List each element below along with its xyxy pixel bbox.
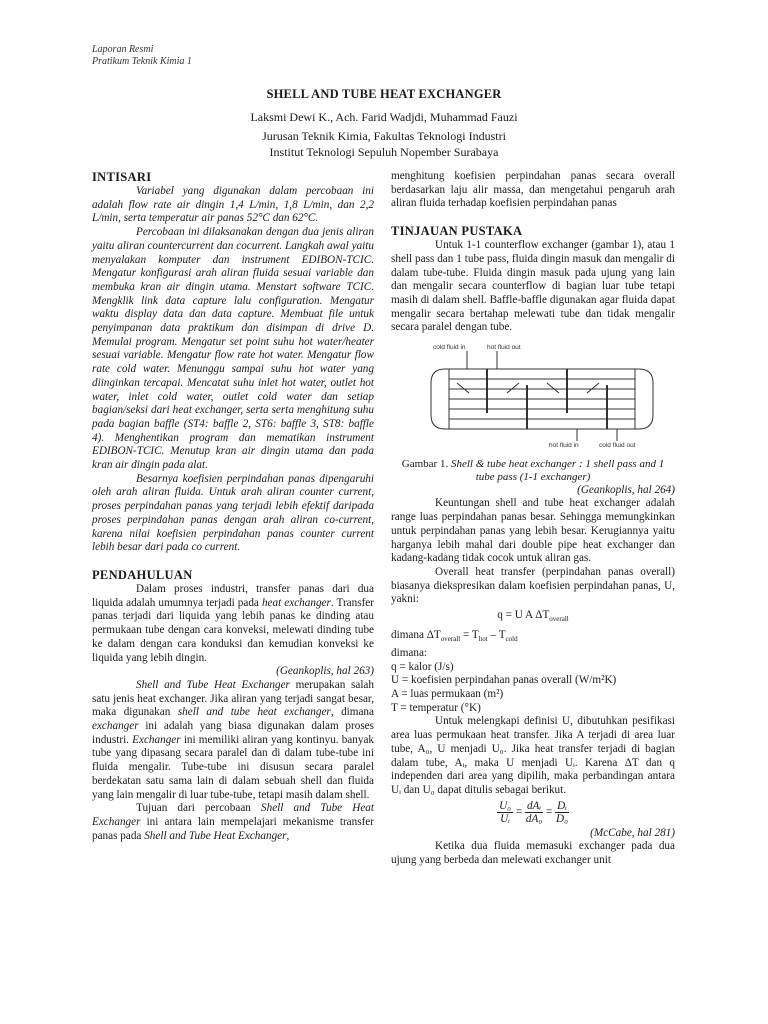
- label-hot-fluid-out: hot fluid out: [487, 344, 521, 352]
- header-line-1: Laporan Resmi: [92, 44, 154, 55]
- abstract-paragraph-1: Variabel yang digunakan dalam percobaan ini adalah flow rate air dingin 1,4 L/min, 1,8 L/min, dan 2,2 L/min, serta temperatur air panas 52°C dan 62°C.: [92, 185, 374, 225]
- intro-paragraph-2: Shell and Tube Heat Exchanger merupakan salah satu jenis heat exchanger. Jika aliran yang terjadi sangat besar, maka digunakan shell and tube heat exchanger, dimana exchanger ini adalah yang biasa digunakan dalam proses industri. Exchanger ini memiliki aliran yang kontinyu. banyak tube yang dipasang secara paralel dan di dalam tube-tube ini fluida mengalir. Tube-tube ini disusun secara paralel berdekatan satu sama lain di dalam sebuah shell dan fluida yang lain mengalir di luar tube-tube, tetapi masih dalam shell.: [92, 678, 375, 801]
- affiliation: [0, 128, 768, 160]
- running-header: [92, 44, 192, 68]
- authors: Laksmi Dewi K., Ach. Farid Wadjdi, Muhammad Fauzi: [250, 110, 518, 124]
- citation-geankoplis-264: (Geankoplis, hal 264): [577, 483, 675, 496]
- abstract-paragraph-3: Besarnya koefisien perpindahan panas dipengaruhi oleh arah aliran fluida. Untuk arah aliran counter current, proses perpindahan panas yang terjadi lebih efektif daripada proses perpindahan panas dengan arah aliran co-current, karena nilai koefisien perpindahan panas counter current lebih besar dari pada co current.: [92, 472, 374, 554]
- figure-caption: Gambar 1. Shell & tube heat exchanger : 1 shell pass and 1 tube pass (1-1 exchanger): [401, 457, 665, 483]
- fraction-u-ratio: $\frac{\text{U₀}}{\text{Uᵢ}}$: [499, 799, 512, 825]
- label-cold-fluid-out: cold fluid out: [599, 442, 636, 450]
- section-heading-intisari: INTISARI: [92, 170, 152, 184]
- header-line-2: Pratikum Teknik Kimia 1: [92, 56, 192, 67]
- fraction-area-ratio: $\frac{\text{dAᵢ}}{\text{dA₀}}$: [525, 799, 543, 825]
- review-paragraph-1: Untuk 1-1 counterflow exchanger (gambar 1), atau 1 shell pass dan 1 tube pass, fluida dingin masuk dan mengalir di dalam tube-tube. Fluida dingin masuk pada ujung yang lain dan mengalir secara counterflow di bagian luar tube tetapi masih di dalam shell. Baffle-baffle digunakan agar fluida dapat mengalir secara bertahap melewati tube dan tidak mengalir secara paralel dengan tube.: [391, 239, 675, 334]
- label-cold-fluid-in: cold fluid in: [433, 344, 466, 352]
- citation-geankoplis-263: (Geankoplis, hal 263): [276, 665, 374, 678]
- paper-title: SHELL AND TUBE HEAT EXCHANGER: [266, 87, 502, 101]
- affiliation-line-2: Institut Teknologi Sepuluh Nopember Surabaya: [269, 145, 499, 159]
- intro-paragraph-1: Dalam proses industri, transfer panas dari dua liquida adalah umumnya terjadi pada heat exchanger. Transfer panas terjadi dari liquida yang lebih panas ke dinding atau permukaan tube dengan cara konveksi, melewati dinding tube ke dalam dengan cara konduksi dan kemudian konveksi ke liquida yang lebih dingin.: [92, 582, 374, 664]
- review-paragraph-2: Keuntungan shell and tube heat exchanger adalah range luas perpindahan panas besar. Sehingga memungkinkan untuk perpindahan panas yang lebih besar. Kerugiannya yaitu harganya lebih mahal dari double pipe heat exchanger dan kadang-kadang tidak cocok untuk aliran gas.: [391, 497, 675, 565]
- review-paragraph-4: Untuk melengkapi definisi U, dibutuhkan pesifikasi area luas permukaan heat transfer. Jika A terjadi di area luar tube, A₀, U menjadi U₀. Jika heat transfer terjadi di bagian dalam tube, Aᵢ, maka U menjadi Uᵢ. Karena ΔT dan q independen dari area yang dipilih, maka perbandingan antara Uᵢ dan U₀ dapat ditulis sebagai berikut.: [391, 715, 675, 796]
- definition-u: U = koefisien perpindahan panas overall (W/m²K): [391, 674, 617, 687]
- intro-continuation: menghitung koefisien perpindahan panas secara overall berdasarkan laju alir massa, dan mengetahui pengaruh arah aliran fluida terhadap koefisien perpindahan panas: [391, 170, 675, 210]
- citation-mccabe-281: (McCabe, hal 281): [590, 826, 675, 839]
- definition-delta-t: dimana $\Delta T_{overall} = T_{hot} - T_{cold}$: [391, 629, 518, 644]
- definition-label: dimana:: [391, 646, 428, 659]
- review-paragraph-3: Overall heat transfer (perpindahan panas overall) biasanya diekspresikan dalam koefisien perpindahan panas, U, yakni:: [391, 565, 675, 606]
- label-hot-fluid-in: hot fluid in: [549, 442, 579, 450]
- definition-q: q = kalor (J/s): [391, 660, 454, 673]
- intro-paragraph-3: Tujuan dari percobaan Shell and Tube Heat Exchanger ini antara lain mempelajari mekanisme transfer panas pada Shell and Tube Heat Exchanger,: [92, 802, 374, 842]
- review-paragraph-5: Ketika dua fluida memasuki exchanger pada dua ujung yang berbeda dan melewati exchanger unit: [391, 840, 675, 867]
- affiliation-line-1: Jurusan Teknik Kimia, Fakultas Teknologi Industri: [262, 129, 506, 143]
- left-column: [92, 170, 374, 843]
- right-column: [391, 170, 675, 868]
- section-heading-tinjauan: TINJAUAN PUSTAKA: [391, 224, 523, 239]
- equation-ratio: $\frac{\text{U₀}}{\text{Uᵢ}}$ = $\frac{\text{dAᵢ}}{\text{dA₀}}$ = $\frac{\text{Dᵢ}}{\text{D₀}}$: [499, 799, 568, 825]
- equation-overall-heat: q = U A $\Delta T_{overall}$: [497, 609, 569, 624]
- fraction-diameter-ratio: $\frac{\text{Dᵢ}}{\text{D₀}}$: [556, 799, 568, 825]
- abstract-paragraph-2: Percobaan ini dilaksanakan dengan dua jenis aliran yaitu aliran countercurrent dan cocurrent. Langkah awal yaitu menyalakan komputer dan instrument EDIBON-TCIC. Mengatur konfigurasi arah aliran fluida sesuai variable dan membuka kran air dingin utama. Menstart software TCIC. Mengklik link data capture lalu configuration. Mengatur waktu display data dan data capture. Membuat file untuk penyimpanan data praktikum dan disimpan di drive D. Memulai program. Mengatur set point suhu hot water/heater sesuai variable. Mengatur flow rate hot water. Mengatur flow rate cold water. Menunggu sampai suhu hot water yang diinginkan tercapai. Mencatat suhu inlet hot water, outlet hot water, inlet cold water, outlet cold water dan setiap bagian/seksi dari heat exchanger, serta serta menghitung suhu pada bagian baffle (ST4: baffle 2, ST6: baffle 3, ST8: baffle 4). Menghentikan program dan mematikan instrument EDIBON-TCIC. Menutup kran air dingin utama dan pada kran air dingin pada alat.: [92, 226, 374, 472]
- heat-exchanger-figure: [427, 341, 657, 449]
- definition-a: A = luas permukaan (m²): [391, 688, 504, 701]
- definition-t: T = temperatur (°K): [391, 701, 481, 714]
- section-heading-pendahuluan: PENDAHULUAN: [92, 567, 193, 582]
